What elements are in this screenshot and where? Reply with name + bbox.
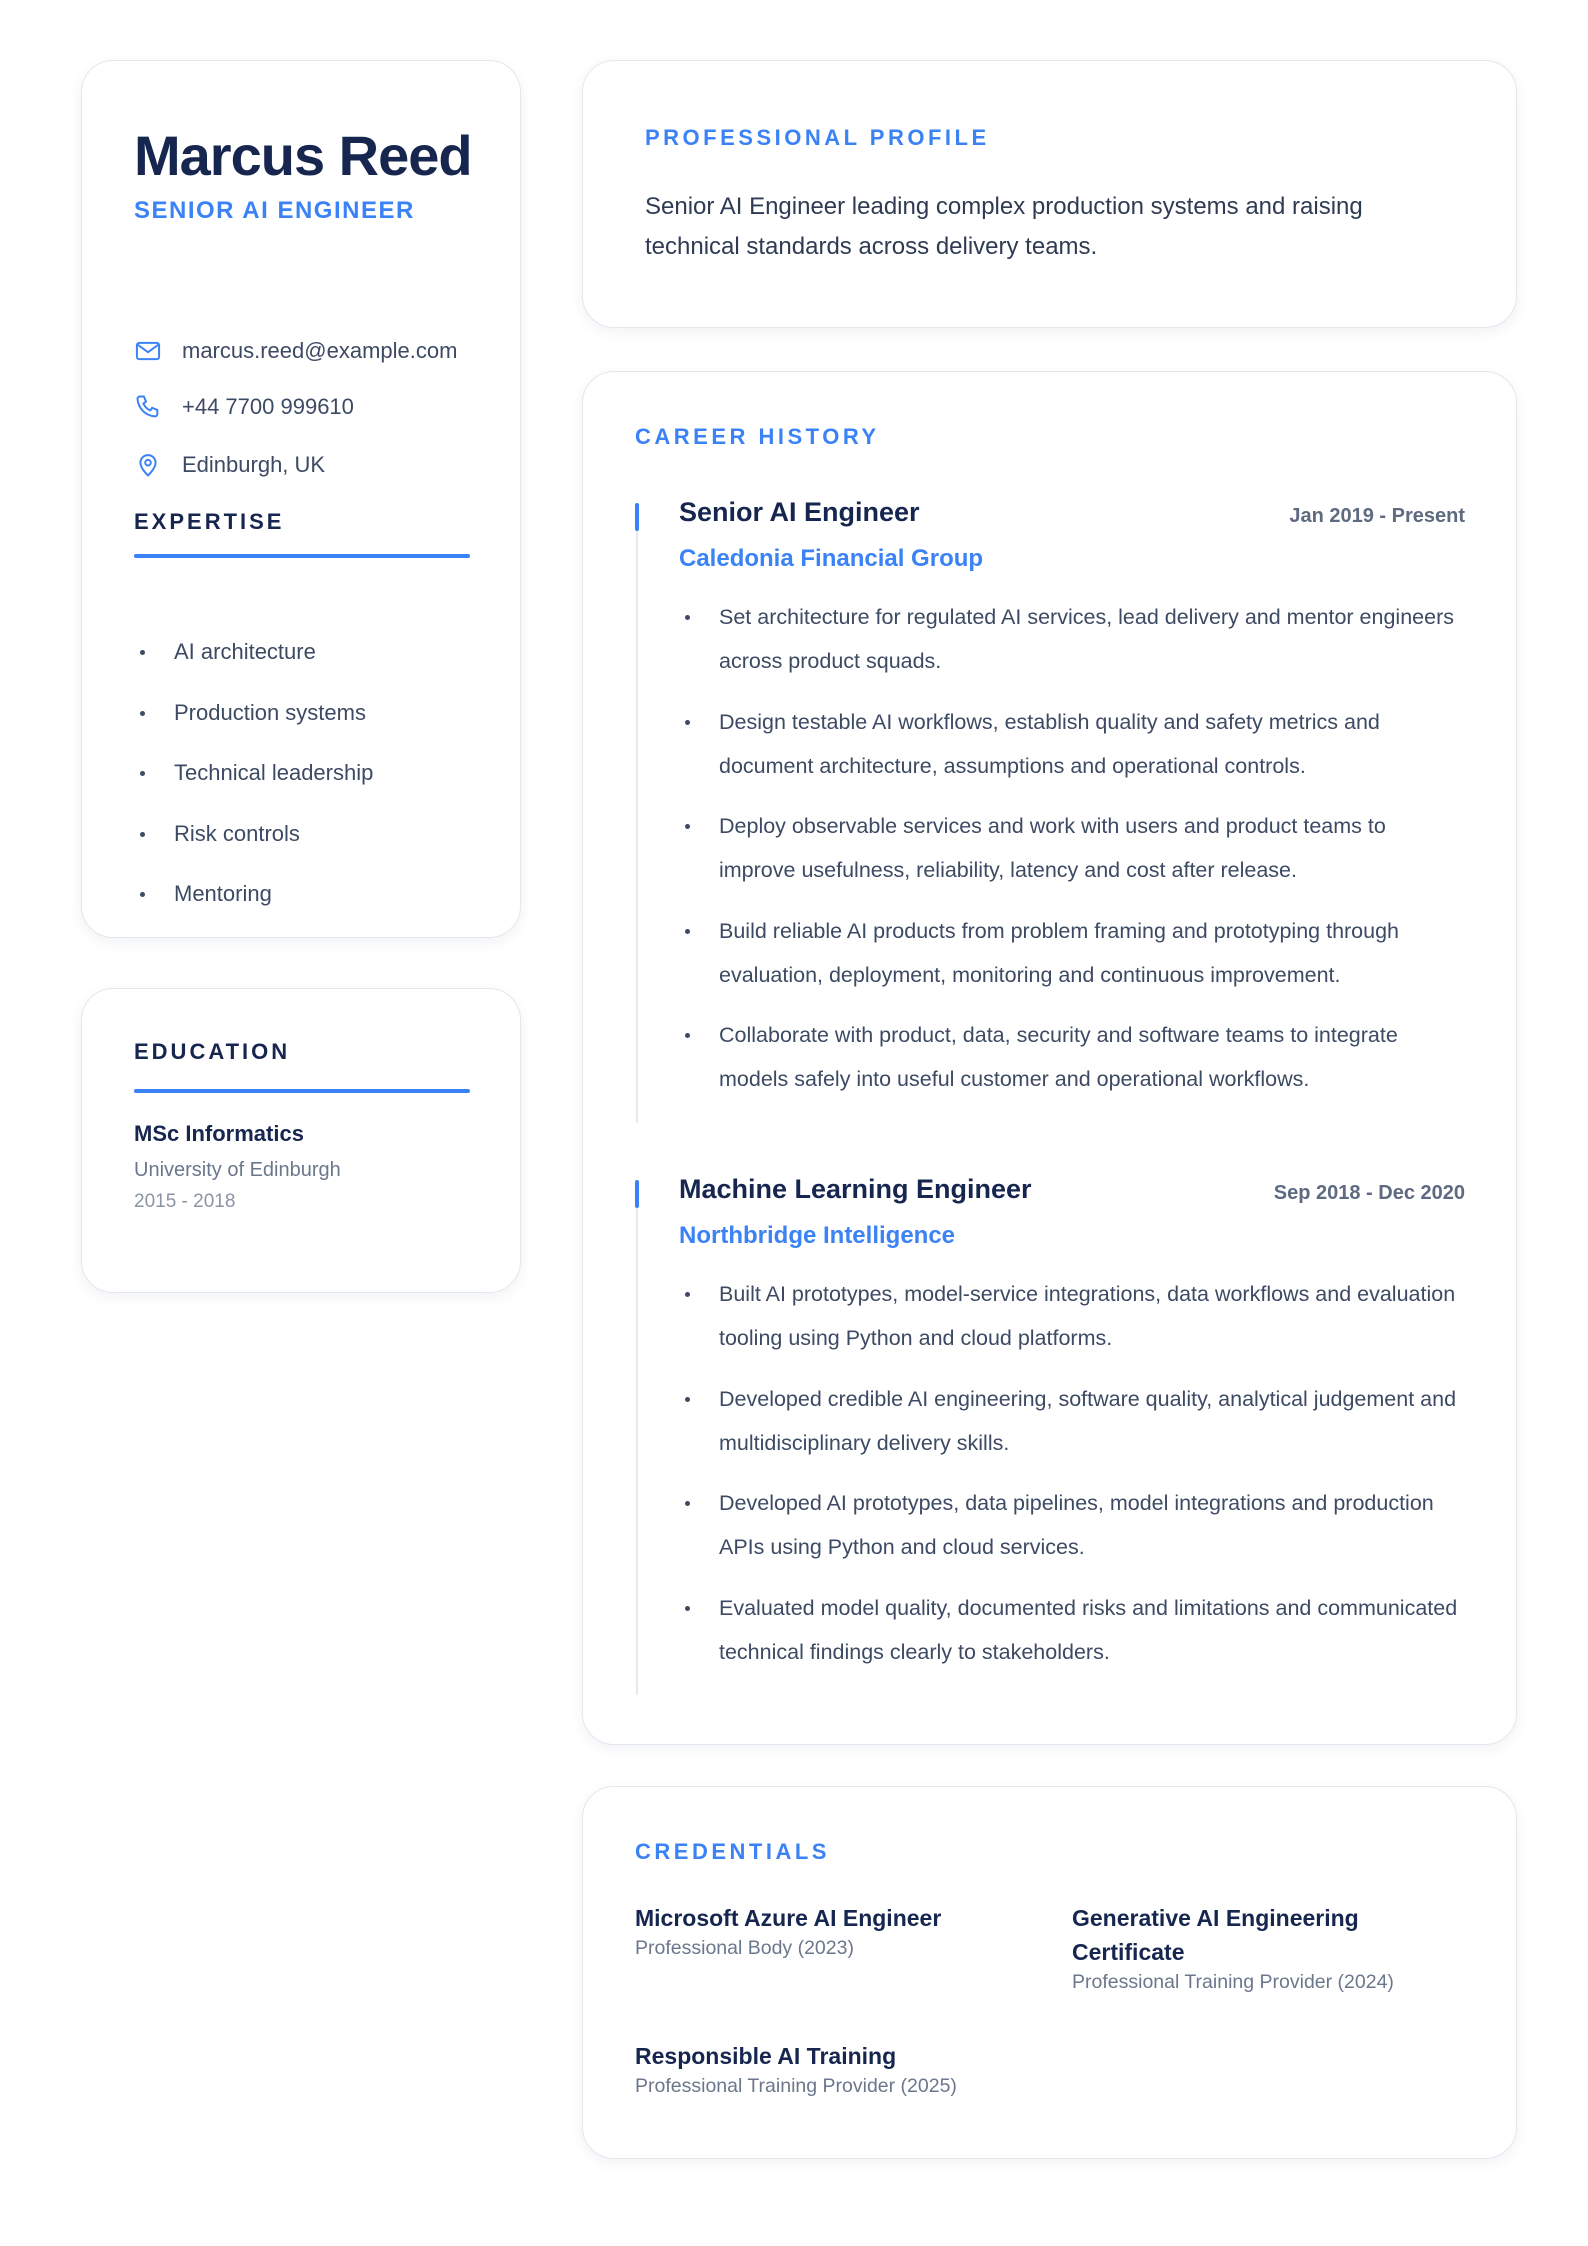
contact-email[interactable] xyxy=(134,337,457,365)
job-title: Senior AI Engineer xyxy=(679,497,920,527)
education-card xyxy=(81,988,521,1293)
job-bullets xyxy=(679,595,1465,1118)
job-dates: Jan 2019 - Present xyxy=(1289,505,1465,527)
job-bullet: Evaluated model quality, documented risks and limitations and communicated technical findings clearly to stakeholders. xyxy=(679,1586,1465,1674)
education-divider xyxy=(134,1089,470,1093)
job-company: Caledonia Financial Group xyxy=(679,545,984,572)
contact-phone[interactable] xyxy=(134,393,354,421)
credential-issuer: Professional Body (2023) xyxy=(635,1937,854,1959)
job-company: Northbridge Intelligence xyxy=(679,1222,956,1249)
job-bullet: Design testable AI workflows, establish quality and safety metrics and document architecture, assumptions and operational controls. xyxy=(679,700,1465,788)
job-bullet: Developed AI prototypes, data pipelines, model integrations and production APIs using Python and cloud services. xyxy=(679,1481,1465,1569)
candidate-name: Marcus Reed xyxy=(134,124,472,187)
career-card xyxy=(582,371,1517,1745)
expertise-item: Technical leadership xyxy=(134,758,373,819)
credentials-card xyxy=(582,1786,1517,2159)
expertise-item: AI architecture xyxy=(134,637,373,698)
job-bullet: Built AI prototypes, model-service integrations, data workflows and evaluation tooling using Python and cloud platforms. xyxy=(679,1272,1465,1360)
education-years: 2015 - 2018 xyxy=(134,1191,236,1212)
job-bullet: Developed credible AI engineering, software quality, analytical judgement and multidisciplinary delivery skills. xyxy=(679,1377,1465,1465)
candidate-role: SENIOR AI ENGINEER xyxy=(134,197,415,224)
credential-name: Responsible AI Training xyxy=(635,2043,897,2069)
job-marker xyxy=(635,1180,639,1208)
credential-name: Microsoft Azure AI Engineer xyxy=(635,1905,942,1931)
contact-location-text: Edinburgh, UK xyxy=(182,452,326,477)
profile-title: PROFESSIONAL PROFILE xyxy=(645,125,990,150)
contact-email-text: marcus.reed@example.com xyxy=(182,338,458,363)
profile-summary: Senior AI Engineer leading complex production systems and raising technical standards across delivery teams. xyxy=(645,193,1363,260)
job-timeline-line xyxy=(636,1208,638,1695)
job-bullet: Set architecture for regulated AI services, lead delivery and mentor engineers across product squads. xyxy=(679,595,1465,683)
expertise-item: Production systems xyxy=(134,698,373,759)
job-bullets xyxy=(679,1272,1465,1690)
career-title: CAREER HISTORY xyxy=(635,424,880,449)
contact-location xyxy=(134,451,325,479)
credential-name: Generative AI Engineering Certificate xyxy=(1072,1905,1359,1965)
credential-issuer: Professional Training Provider (2024) xyxy=(1072,1971,1394,1993)
expertise-item: Mentoring xyxy=(134,879,373,940)
credential-issuer: Professional Training Provider (2025) xyxy=(635,2075,957,2097)
phone-icon xyxy=(134,393,162,421)
expertise-item: Risk controls xyxy=(134,819,373,880)
job-timeline-line xyxy=(636,531,638,1123)
credentials-title: CREDENTIALS xyxy=(635,1839,830,1864)
credential-item xyxy=(1072,1901,1412,1994)
expertise-title: EXPERTISE xyxy=(134,509,285,534)
job-bullet: Build reliable AI products from problem framing and prototyping through evaluation, deployment, monitoring and continuous improvement. xyxy=(679,909,1465,997)
job-marker xyxy=(635,503,639,531)
location-pin-icon xyxy=(134,451,162,479)
profile-card xyxy=(582,60,1517,328)
identity-card xyxy=(81,60,521,938)
job-title: Machine Learning Engineer xyxy=(679,1174,1032,1204)
job-bullet: Deploy observable services and work with users and product teams to improve usefulness, reliability, latency and cost after release. xyxy=(679,804,1465,892)
education-school: University of Edinburgh xyxy=(134,1159,341,1181)
job-dates: Sep 2018 - Dec 2020 xyxy=(1273,1182,1465,1204)
credential-item xyxy=(635,2039,995,2098)
job-bullet: Collaborate with product, data, security and software teams to integrate models safely into useful customer and operational workflows. xyxy=(679,1013,1465,1101)
credential-item xyxy=(635,1901,995,1960)
contact-phone-text: +44 7700 999610 xyxy=(182,394,354,419)
education-degree: MSc Informatics xyxy=(134,1121,304,1146)
mail-icon xyxy=(134,337,162,365)
expertise-list xyxy=(134,637,373,940)
education-title: EDUCATION xyxy=(134,1039,291,1064)
expertise-divider xyxy=(134,554,470,558)
